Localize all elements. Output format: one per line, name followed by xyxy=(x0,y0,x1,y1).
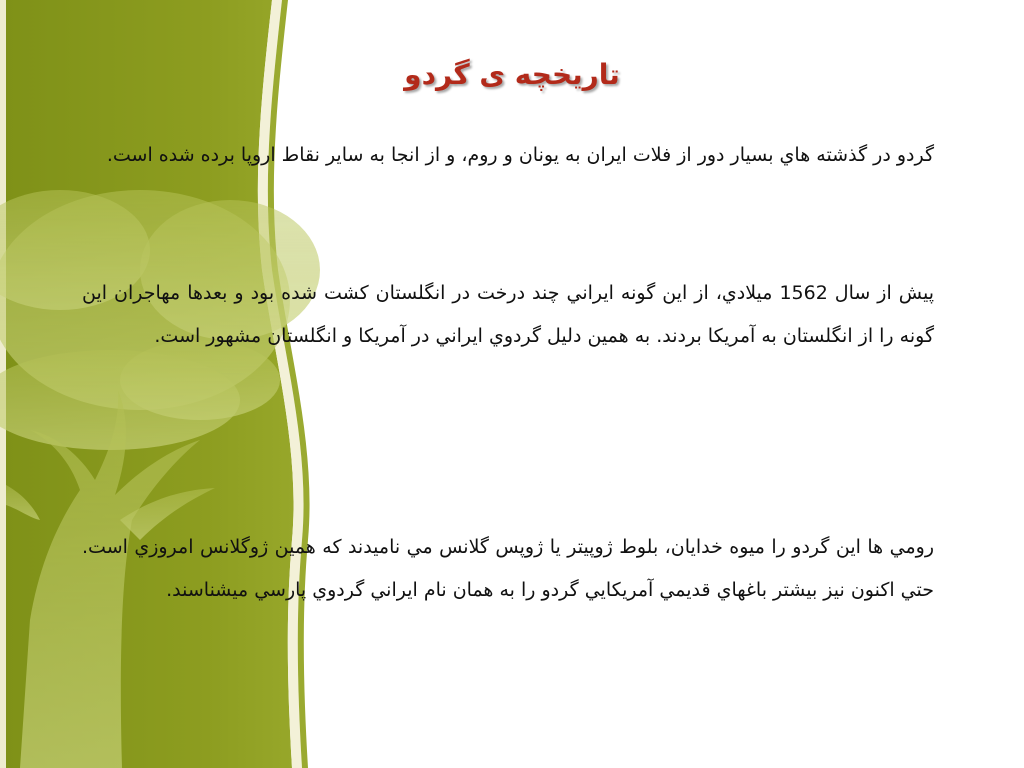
slide-title: تاريخچه ی گردو xyxy=(404,58,620,91)
paragraph-england-america: پيش از سال 1562 ميلادي، از اين گونه ايراني چند درخت در انگلستان كشت شده بود و بعدها مهاجران اين گونه را از انگلستان به آمريكا بردند. به همين دليل گردوي ايراني در آمريكا و انگلستان مشهور است. xyxy=(82,282,934,347)
paragraph-roman-name: رومي ها اين گردو را ميوه خدايان، بلوط ژوپيتر يا ژوپس گلانس مي ناميدند كه همين ژوگلانس امروزي است. حتي اكنون نيز بيشتر باغهاي قديمي آمريكايي گردو را به همان نام ايراني گردوي پارسي ميشناسند. xyxy=(82,536,934,601)
paragraph-history-origin: گردو در گذشته هاي بسيار دور از فلات ايران به يونان و روم، و از انجا به ساير نقاط اروپا برده شده است. xyxy=(106,144,934,166)
